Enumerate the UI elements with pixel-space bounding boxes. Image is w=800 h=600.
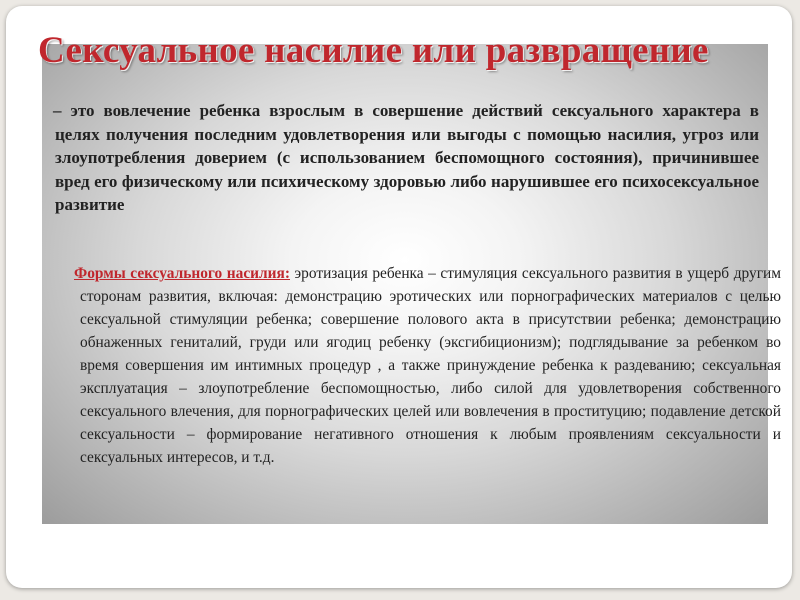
definition-paragraph: – это вовлечение ребенка взрослым в совершение действий сексуального характера в целях получения последним удовлетворения или выгоды с помощью насилия, угроз или злоупотребления доверием (с использованием беспомощного состояния), причинившее вред его физическому или психическому здоровью либо нарушившее его психосексуальное развитие (53, 101, 759, 214)
forms-paragraph (58, 262, 781, 469)
slide-title: Сексуальное насилие или развращение (38, 30, 709, 71)
forms-text: эротизация ребенка – стимуляция сексуального развития в ущерб другим сторонам развития, включая: демонстрацию эротических или порнографических материалов с целью сексуальной стимуляции ребенка; совершение полового акта в присутствии ребенка; демонстрацию обнаженных гениталий, груди или ягодиц ребенку (эксгибиционизм); подглядывание за ребенком во время совершения им интимных процедур , а также принуждение ребенка к раздеванию; сексуальная эксплуатация – злоупотребление беспомощностью, либо силой для удовлетворения собственного сексуального влечения, для порнографических целей или вовлечения в проституцию; подавление детской сексуальности – формирование негативного отношения к любым проявлениям сексуальности и сексуальных интересов, и т.д. (80, 265, 781, 466)
slide-frame (6, 6, 792, 588)
forms-label: Формы сексуального насилия: (74, 265, 290, 282)
